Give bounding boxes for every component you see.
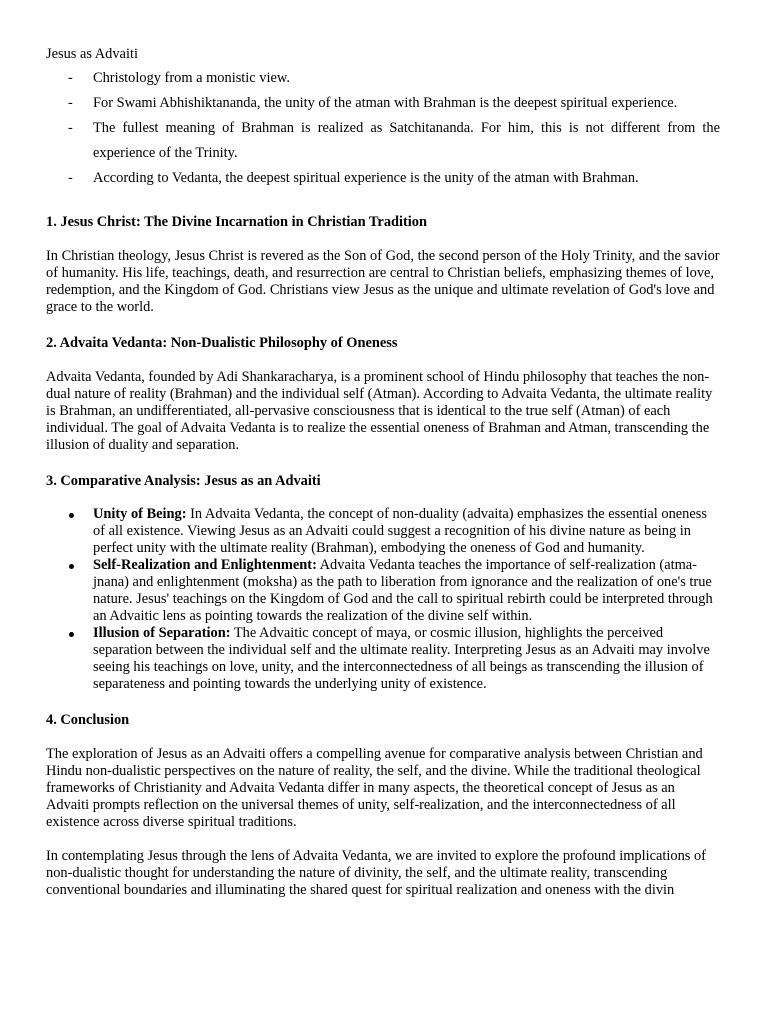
list-item: - For Swami Abhishiktananda, the unity of the atman with Brahman is the deepest spiritual experience. [46,91,720,116]
list-item [46,506,720,557]
bullet-list [46,506,720,693]
list-item [46,557,720,625]
list-item: - Christology from a monistic view. [46,66,720,91]
section-2-paragraph: Advaita Vedanta, founded by Adi Shankaracharya, is a prominent school of Hindu philosophy that teaches the non-dual nature of reality (Brahman) and the individual self (Atman). According to Advaita Vedanta, the ultimate reality is Brahman, an undifferentiated, all-pervasive consciousness that is identical to the true self (Atman) of each individual. The goal of Advaita Vedanta is to realize the essential oneness of Brahman and Atman, transcending the illusion of duality and separation. [46,369,713,453]
page-title: Jesus as Advaiti [46,46,138,62]
bullet-text: The Advaitic concept of maya, or cosmic illusion, highlights the perceived separation between the individual self and the ultimate reality. Interpreting Jesus as an Advaiti may involve seeing his teachings on love, unity, and the interconnectedness of all beings as transcending the illusion of separateness and pointing towards the underlying unity of existence. [93,625,710,692]
section-1-paragraph: In Christian theology, Jesus Christ is revered as the Son of God, the second person of the Holy Trinity, and the savior of humanity. His life, teachings, death, and resurrection are central to Christian beliefs, emphasizing themes of love, redemption, and the Kingdom of God. Christians view Jesus as the unique and ultimate revelation of God's love and grace to the world. [46,248,720,315]
list-item: - According to Vedanta, the deepest spiritual experience is the unity of the atman with Brahman. [46,166,720,191]
list-item: - The fullest meaning of Brahman is realized as Satchitananda. For him, this is not different from the experience of the Trinity. [46,116,720,166]
dash-marker: - [68,120,73,136]
bullet-text: In Advaita Vedanta, the concept of non-duality (advaita) emphasizes the essential oneness of all existence. Viewing Jesus as an Advaiti could suggest a recognition of his divine nature as being in perfect unity with the ultimate reality (Brahman), embodying the oneness of God and humanity. [93,506,707,556]
dash-marker: - [68,70,73,86]
dash-marker: - [68,170,73,186]
section-heading-3: 3. Comparative Analysis: Jesus as an Advaiti [46,473,321,489]
bullet-dot-icon [69,564,74,569]
bullet-dot-icon [69,632,74,637]
list-item [46,625,720,693]
bullet-dot-icon [69,513,74,518]
section-heading-1: 1. Jesus Christ: The Divine Incarnation in Christian Tradition [46,214,428,230]
bullet-text: Advaita Vedanta teaches the importance of self-realization (atma-jnana) and enlightenment (moksha) as the path to liberation from ignorance and the realization of one's true nature. Jesus' teachings on the Kingdom of God and the call to spiritual rebirth could be interpreted through an Advaitic lens as pointing towards the realization of the divine self within. [93,557,713,624]
bullet-term: Self-Realization and Enlightenment: [93,557,317,573]
section-heading-2: 2. Advaita Vedanta: Non-Dualistic Philosophy of Oneness [46,335,398,351]
bullet-term: Unity of Being: [93,506,187,522]
section-heading-4: 4. Conclusion [46,712,130,728]
bullet-term: Illusion of Separation: [93,625,231,641]
dash-marker: - [68,95,73,111]
conclusion-paragraph-2: In contemplating Jesus through the lens of Advaita Vedanta, we are invited to explore the profound implications of non-dualistic thought for understanding the nature of divinity, the self, and the ultimate reality, transcending conventional boundaries and illuminating the shared quest for spiritual realization and oneness with the divin [46,848,706,898]
dash-list [46,66,720,191]
conclusion-paragraph-1: The exploration of Jesus as an Advaiti offers a compelling avenue for comparative analysis between Christian and Hindu non-dualistic perspectives on the nature of reality, the self, and the divine. While the traditional theological frameworks of Christianity and Advaita Vedanta differ in many aspects, the theoretical concept of Jesus as an Advaiti prompts reflection on the universal themes of unity, self-realization, and the interconnectedness of all existence across diverse spiritual traditions. [46,746,703,830]
